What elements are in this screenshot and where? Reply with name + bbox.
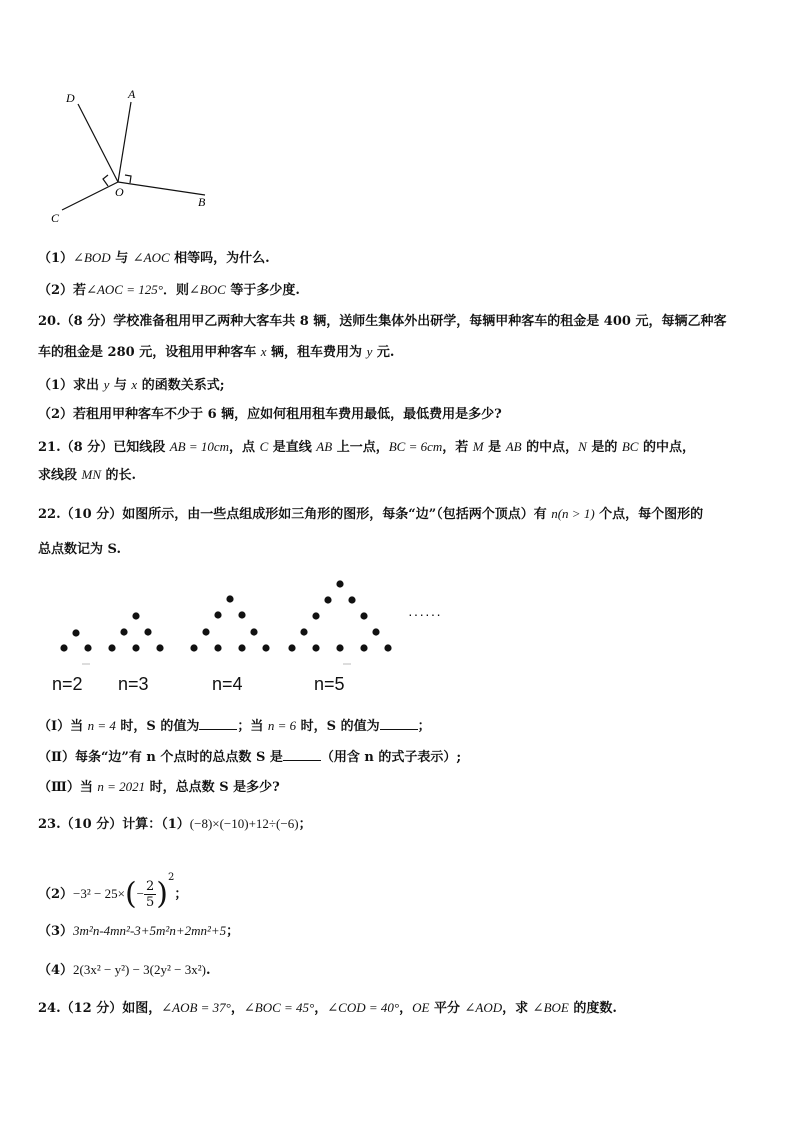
right-angle-mark-doc — [103, 175, 108, 186]
label-d: D — [66, 91, 75, 105]
ray-oa — [118, 102, 131, 182]
label-c: C — [51, 211, 60, 225]
q22-part1: （Ⅰ）当 n = 4 时，S 的值为 ；当 n = 6 时，S 的值为 ； — [38, 718, 431, 734]
q23-part2: （2）−3² − 25×(− $\frac{2}{5}$ )$^2$； — [38, 872, 188, 912]
q23-part4: （4）2(3x² − y²) − 3(2y² − 3x²). — [38, 962, 211, 978]
label-n3: n=3 — [118, 674, 149, 694]
q22-part3: （Ⅲ）当 n = 2021 时，总点数 S 是多少? — [38, 779, 280, 795]
label-n4: n=4 — [212, 674, 243, 694]
label-o: O — [115, 185, 124, 199]
q20-sub2: （2）若租用甲种客车不少于 6 辆，应如何租用租车费用最低，最低费用是多少? — [38, 407, 502, 422]
label-a: A — [128, 87, 136, 101]
q20-sub1: （1）求出 y 与 x 的函数关系式; — [38, 377, 225, 393]
q22-line2: 总点数记为 S. — [38, 542, 121, 557]
answer-blank[interactable] — [283, 748, 321, 761]
q23-part3: （3）3m²n-4mn²-3+5m²n+2mn²+5； — [38, 923, 240, 939]
ray-ob — [118, 182, 205, 195]
q24-line: 24.（12 分）如图，∠AOB = 37°，∠BOC = 45°，∠COD = 40°，OE 平分 ∠AOD，求 ∠BOE 的度数. — [38, 1000, 617, 1016]
q22-line1: 22.（10 分）如图所示，由一些点组成形如三角形的图形，每条“边”（包括两个顶点）有 n(n > 1) 个点，每个图形的 — [38, 506, 704, 522]
angle-figure — [0, 0, 794, 260]
answer-blank[interactable] — [380, 717, 418, 730]
dots-ellipsis: ······ — [408, 606, 442, 622]
answer-blank[interactable] — [199, 717, 237, 730]
q19-part2: （2）若∠AOC = 125°．则∠BOC 等于多少度. — [38, 282, 300, 298]
ray-oc — [62, 182, 118, 210]
ray-od — [78, 104, 118, 182]
q21-line2: 求线段 MN 的长. — [38, 467, 137, 483]
label-n5: n=5 — [314, 674, 345, 694]
q20-line1: 20.（8 分）学校准备租用甲乙两种大客车共 8 辆，送师生集体外出研学，每辆甲种客车的租金是 400 元，每辆乙种客 — [38, 314, 727, 329]
label-n2: n=2 — [52, 674, 83, 694]
q23-head: 23.（10 分）计算：（1）(−8)×(−10)+12÷(−6)； — [38, 816, 312, 832]
q20-line2: 车的租金是 280 元，设租用甲种客车 x 辆，租车费用为 y 元. — [38, 344, 395, 360]
label-b: B — [198, 195, 206, 209]
fraction: $\frac{2}{5}$ — [146, 879, 155, 910]
q19-part1: （1）∠BOD 与 ∠AOC 相等吗，为什么. — [38, 250, 270, 266]
right-angle-mark-aob — [125, 175, 131, 183]
q22-part2: （Ⅱ）每条“边”有 n 个点时的总点数 S 是 （用含 n 的式子表示）; — [38, 750, 462, 765]
q21-line1: 21.（8 分）已知线段 AB = 10cm，点 C 是直线 AB 上一点，BC = 6cm，若 M 是 AB 的中点，N 是的 BC 的中点， — [38, 439, 696, 455]
